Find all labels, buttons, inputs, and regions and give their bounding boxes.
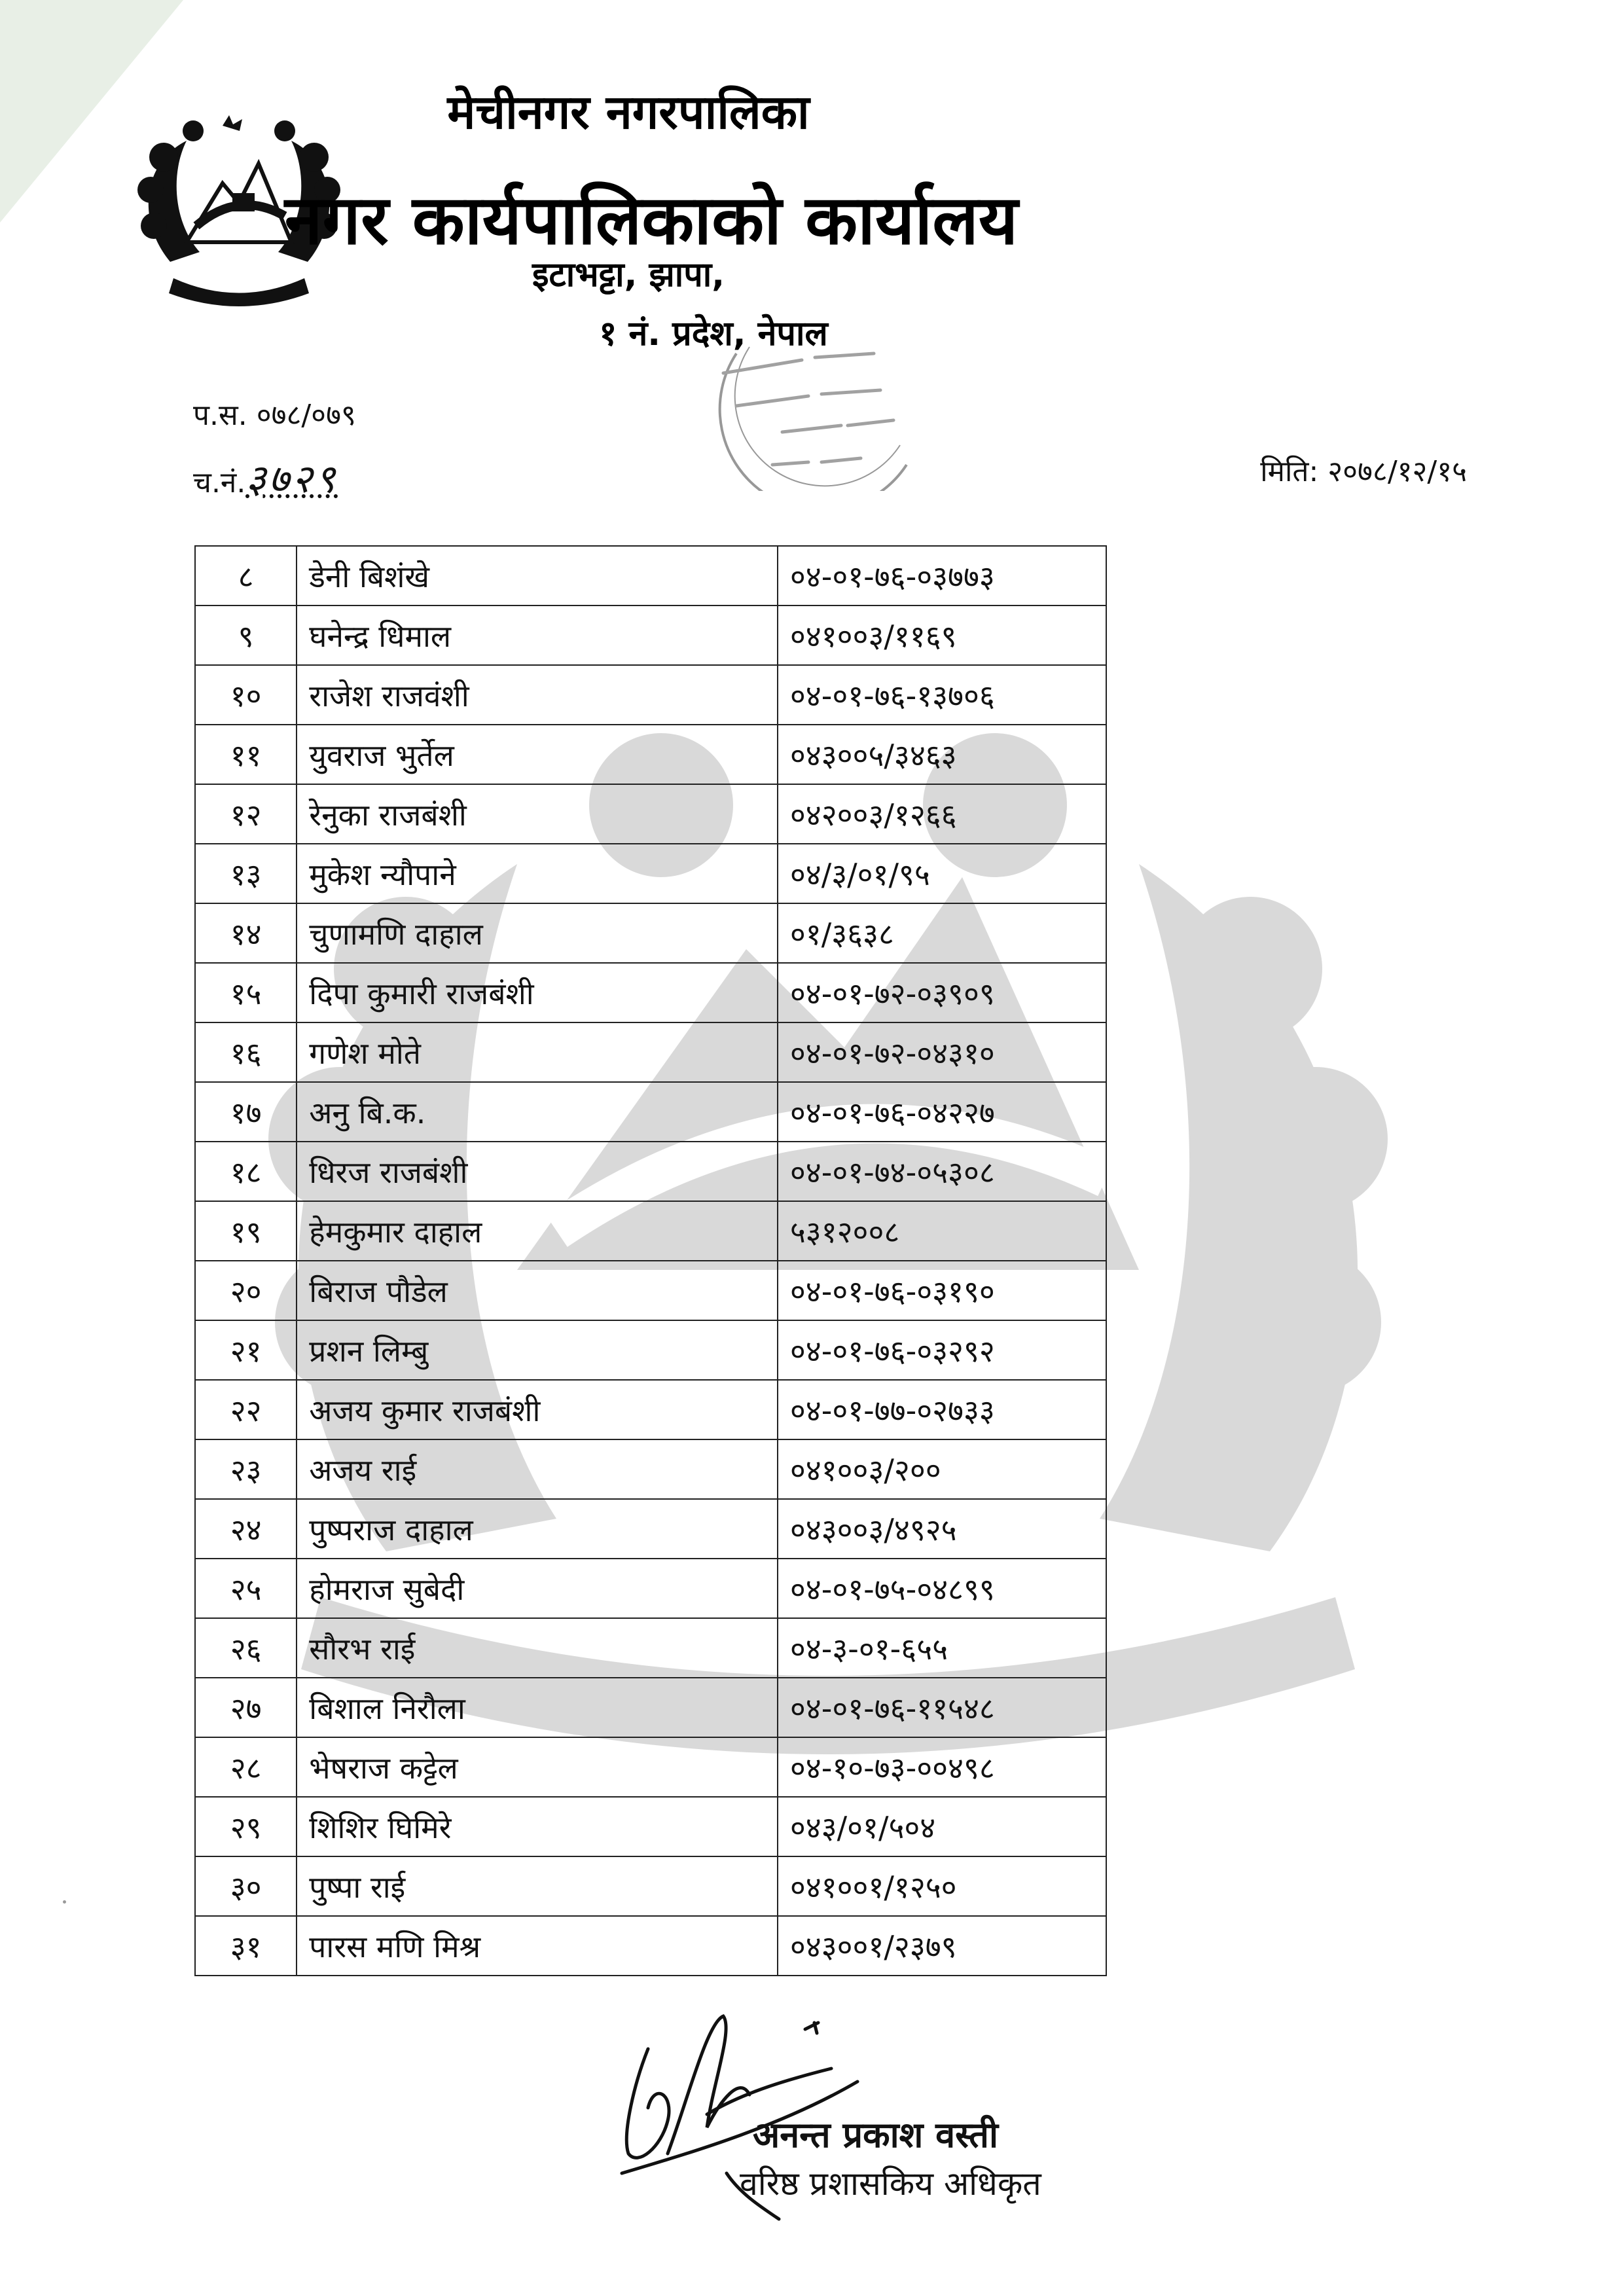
table-row: [195, 1559, 1106, 1618]
table-row: [195, 1856, 1106, 1916]
table-row: [195, 605, 1106, 665]
row-name: अनु बि.क.: [297, 1082, 778, 1142]
row-id-number: ०४१००३/११६९: [778, 605, 1106, 665]
row-serial: ९: [195, 605, 297, 665]
row-serial: २८: [195, 1737, 297, 1797]
table-row: [195, 1797, 1106, 1856]
row-serial: १५: [195, 963, 297, 1022]
row-id-number: ०४/३/०१/९५: [778, 844, 1106, 903]
table-row: [195, 1499, 1106, 1559]
row-id-number: ०४१००१/१२५०: [778, 1856, 1106, 1916]
row-id-number: ०४-०१-७२-०४३१०: [778, 1022, 1106, 1082]
date-value: २०७८/१२/१५: [1327, 455, 1467, 488]
row-id-number: ०४-०१-७४-०५३०८: [778, 1142, 1106, 1201]
row-name: पारस मणि मिश्र: [297, 1916, 778, 1976]
row-id-number: ०४-०१-७६-०३७७३: [778, 546, 1106, 605]
row-name: बिराज पौडेल: [297, 1261, 778, 1320]
row-name: धिरज राजबंशी: [297, 1142, 778, 1201]
row-id-number: ०४-०१-७६-१३७०६: [778, 665, 1106, 725]
row-name: राजेश राजवंशी: [297, 665, 778, 725]
row-serial: १४: [195, 903, 297, 963]
row-id-number: ०४३००३/४९२५: [778, 1499, 1106, 1559]
row-id-number: ०४-०१-७७-०२७३३: [778, 1380, 1106, 1439]
date: [1260, 450, 1467, 490]
row-serial: २७: [195, 1678, 297, 1737]
reference-cn: [193, 450, 338, 504]
row-serial: ८: [195, 546, 297, 605]
scan-speck: [63, 1900, 66, 1904]
row-id-number: ०४३/०१/५०४: [778, 1797, 1106, 1856]
row-serial: ११: [195, 725, 297, 784]
ps-value: ०७८/०७९: [256, 399, 356, 432]
row-serial: २०: [195, 1261, 297, 1320]
row-name: भेषराज कट्टेल: [297, 1737, 778, 1797]
row-name: मुकेश न्यौपाने: [297, 844, 778, 903]
table-row: [195, 1142, 1106, 1201]
row-name: चुणामणि दाहाल: [297, 903, 778, 963]
row-id-number: ०४-०१-७६-०३२९२: [778, 1320, 1106, 1380]
row-name: रेनुका राजबंशी: [297, 784, 778, 844]
records-table: [194, 545, 1107, 1976]
cn-value: ३७२९: [245, 456, 338, 502]
row-serial: २५: [195, 1559, 297, 1618]
row-id-number: ०४-०१-७२-०३९०९: [778, 963, 1106, 1022]
row-serial: १३: [195, 844, 297, 903]
office-name: नगर कार्यपालिकाको कार्यालय: [284, 180, 1019, 260]
row-id-number: ०४१००३/२००: [778, 1439, 1106, 1499]
row-serial: २६: [195, 1618, 297, 1678]
signatory-title: वरिष्ठ प्रशासकिय अधिकृत: [740, 2165, 1041, 2203]
row-name: होमराज सुबेदी: [297, 1559, 778, 1618]
row-id-number: ०४३००५/३४६३: [778, 725, 1106, 784]
row-id-number: ०१/३६३८: [778, 903, 1106, 963]
date-label: मिति:: [1260, 455, 1319, 488]
row-name: पुष्पराज दाहाल: [297, 1499, 778, 1559]
row-name: अजय राई: [297, 1439, 778, 1499]
row-name: दिपा कुमारी राजबंशी: [297, 963, 778, 1022]
row-serial: २४: [195, 1499, 297, 1559]
row-id-number: ५३१२००८: [778, 1201, 1106, 1261]
table-row: [195, 1618, 1106, 1678]
row-id-number: ०४-०१-७५-०४८९९: [778, 1559, 1106, 1618]
row-name: अजय कुमार राजबंशी: [297, 1380, 778, 1439]
row-serial: २९: [195, 1797, 297, 1856]
row-name: शिशिर घिमिरे: [297, 1797, 778, 1856]
row-name: युवराज भुर्तेल: [297, 725, 778, 784]
row-name: सौरभ राई: [297, 1618, 778, 1678]
row-serial: २३: [195, 1439, 297, 1499]
row-serial: १६: [195, 1022, 297, 1082]
table-row: [195, 1737, 1106, 1797]
table-row: [195, 1320, 1106, 1380]
row-id-number: ०४३००१/२३७९: [778, 1916, 1106, 1976]
row-name: पुष्पा राई: [297, 1856, 778, 1916]
office-stamp: [710, 334, 946, 491]
row-name: डेनी बिशंखे: [297, 546, 778, 605]
table-row: [195, 1201, 1106, 1261]
table-row: [195, 1916, 1106, 1976]
row-name: बिशाल निरौला: [297, 1678, 778, 1737]
row-serial: १९: [195, 1201, 297, 1261]
municipality-name: मेचीनगर नगरपालिका: [447, 84, 810, 139]
cn-label: च.नं.: [193, 466, 246, 499]
table-row: [195, 1439, 1106, 1499]
row-serial: २१: [195, 1320, 297, 1380]
row-name: प्रशन लिम्बु: [297, 1320, 778, 1380]
table-row: [195, 1678, 1106, 1737]
row-serial: १२: [195, 784, 297, 844]
row-name: घनेन्द्र धिमाल: [297, 605, 778, 665]
row-name: गणेश मोते: [297, 1022, 778, 1082]
row-serial: १०: [195, 665, 297, 725]
table-row: [195, 546, 1106, 605]
row-serial: २२: [195, 1380, 297, 1439]
table-row: [195, 844, 1106, 903]
row-serial: ३१: [195, 1916, 297, 1976]
row-id-number: ०४-०१-७६-०४२२७: [778, 1082, 1106, 1142]
row-serial: १७: [195, 1082, 297, 1142]
table-row: [195, 963, 1106, 1022]
row-id-number: ०४-०१-७६-११५४८: [778, 1678, 1106, 1737]
table-row: [195, 784, 1106, 844]
table-row: [195, 903, 1106, 963]
signatory-name: अनन्त प्रकाश वस्ती: [753, 2114, 998, 2156]
table-row: [195, 1082, 1106, 1142]
row-id-number: ०४-३-०१-६५५: [778, 1618, 1106, 1678]
row-id-number: ०४२००३/१२६६: [778, 784, 1106, 844]
address-line-1: इटाभट्टा, झापा,: [532, 255, 725, 295]
table-row: [195, 1261, 1106, 1320]
row-serial: १८: [195, 1142, 297, 1201]
row-serial: ३०: [195, 1856, 297, 1916]
table-row: [195, 1022, 1106, 1082]
reference-ps: [193, 394, 356, 433]
table-row: [195, 1380, 1106, 1439]
table-row: [195, 725, 1106, 784]
row-name: हेमकुमार दाहाल: [297, 1201, 778, 1261]
ps-label: प.स.: [193, 399, 247, 432]
row-id-number: ०४-०१-७६-०३१९०: [778, 1261, 1106, 1320]
address-line-2: १ नं. प्रदेश, नेपाल: [599, 314, 828, 353]
row-id-number: ०४-१०-७३-००४९८: [778, 1737, 1106, 1797]
table-row: [195, 665, 1106, 725]
